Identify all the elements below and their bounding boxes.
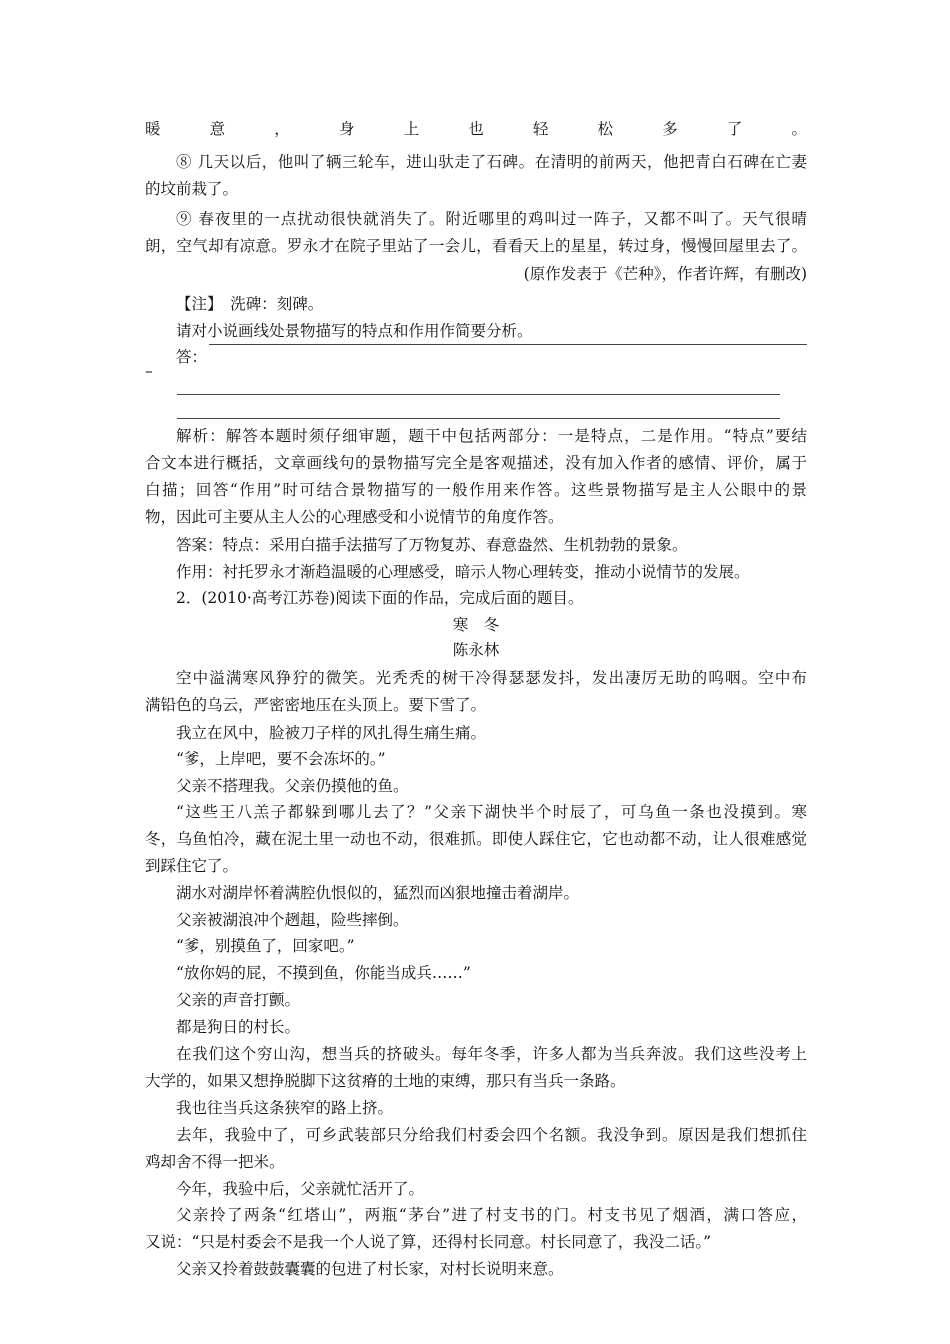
story-line: 又说：“只是村委会不是我一个人说了算，还得村长同意。村长同意了，我没二话。”	[145, 1233, 712, 1251]
story-line: 鸡却舍不得一把米。	[145, 1153, 285, 1171]
story-line: 到踩住它了。	[145, 857, 239, 875]
paragraph-9-line: ⑨ 春夜里的一点扰动很快就消失了。附近哪里的鸡叫过一阵子，又都不叫了。天气很晴	[176, 210, 807, 228]
story-line: 湖水对湖岸怀着满腔仇恨似的，猛烈而凶狠地撞击着湖岸。	[176, 884, 580, 902]
question-text: 请对小说画线处景物描写的特点和作用作简要分析。	[176, 322, 533, 340]
answer-dash: –	[145, 362, 153, 380]
paragraph-8-line: ⑧ 几天以后，他叫了辆三轮车，进山驮走了石碑。在清明的前两天，他把青白石碑在亡妻	[176, 153, 807, 171]
story-line: 满铅色的乌云，严密密地压在头顶上。要下雪了。	[145, 696, 487, 714]
story-line: “爹，别摸鱼了，回家吧。”	[176, 937, 355, 955]
story-line: 父亲又拎着鼓鼓囊囊的包进了村长家，对村长说明来意。	[176, 1260, 564, 1278]
story-title: 寒 冬	[452, 616, 500, 634]
story-line: “这些王八羔子都躲到哪儿去了？”父亲下湖快半个时辰了，可乌鱼一条也没摸到。寒	[176, 803, 807, 821]
story-line: 父亲被湖浪冲个趔趄，险些摔倒。	[176, 911, 409, 929]
answer-line: 作用：衬托罗永才渐趋温暖的心理感受，暗示人物心理转变，推动小说情节的发展。	[176, 563, 750, 581]
story-line: 我也往当兵这条狭窄的路上挤。	[176, 1099, 394, 1117]
story-line: 大学的，如果又想挣脱脚下这贫瘠的土地的束缚，那只有当兵一条路。	[145, 1072, 626, 1090]
story-line: 在我们这个穷山沟，想当兵的挤破头。每年冬季，许多人都为当兵奔波。我们这些没考上	[176, 1045, 807, 1063]
paragraph-8-line: 的坟前栽了。	[145, 180, 239, 198]
story-line: 父亲拎了两条“红塔山”，两瓶“茅台”进了村支书的门。村支书见了烟酒，满口答应，	[176, 1206, 807, 1224]
story-line: 都是狗日的村长。	[176, 1018, 301, 1036]
source-note: (原作发表于《芒种》，作者许辉，有删改)	[523, 265, 807, 283]
answer-blank-line	[177, 394, 780, 395]
analysis-line: 白描；回答“作用”时可结合景物描写的一般作用来作答。这些景物描写是主人公眼中的景	[145, 481, 807, 499]
story-author: 陈永林	[452, 641, 500, 659]
story-line: 空中溢满寒风狰狞的微笑。光秃秃的树干冷得瑟瑟发抖，发出凄厉无助的呜咽。空中布	[176, 669, 807, 687]
answer-blank-line	[209, 344, 807, 345]
footnote: 【注】 洗碑：刻碑。	[176, 295, 324, 313]
answer-label: 答：	[176, 348, 208, 366]
answer-line: 答案：特点：采用白描手法描写了万物复苏、春意盎然、生机勃勃的景象。	[176, 536, 688, 554]
story-line: 冬，乌鱼怕冷，藏在泥土里一动也不动，很难抓。即使人踩住它，它也动都不动，让人很难感觉	[145, 830, 807, 848]
analysis-line: 解析：解答本题时须仔细审题，题干中包括两部分：一是特点，二是作用。“特点”要结	[176, 427, 807, 445]
story-line: “爹，上岸吧，要不会冻坏的。”	[176, 750, 386, 768]
story-line: 父亲不搭理我。父亲仍摸他的鱼。	[176, 777, 409, 795]
analysis-line: 合文本进行概括，文章画线句的景物描写完全是客观描述，没有加入作者的感情、评价，属于	[145, 454, 807, 472]
question-header: 2．(2010·高考江苏卷)阅读下面的作品，完成后面的题目。	[176, 589, 584, 607]
paragraph-9-line: 朗，空气却有凉意。罗永才在院子里站了一会儿，看看天上的星星，转过身，慢慢回屋里去了。	[145, 237, 807, 255]
story-line: 父亲的声音打颤。	[176, 991, 301, 1009]
analysis-line: 物，因此可主要从主人公的心理感受和小说情节的角度作答。	[145, 508, 564, 526]
story-line: 去年，我验中了，可乡武装部只分给我们村委会四个名额。我没争到。原因是我们想抓住	[176, 1126, 807, 1144]
story-line: 我立在风中，脸被刀子样的风扎得生痛生痛。	[176, 724, 487, 742]
story-line: “放你妈的屁，不摸到鱼，你能当成兵……”	[176, 964, 471, 982]
answer-blank-line	[177, 418, 780, 419]
text-line: 暖意，身上也轻松多了。	[145, 120, 807, 138]
story-line: 今年，我验中后，父亲就忙活开了。	[176, 1180, 425, 1198]
